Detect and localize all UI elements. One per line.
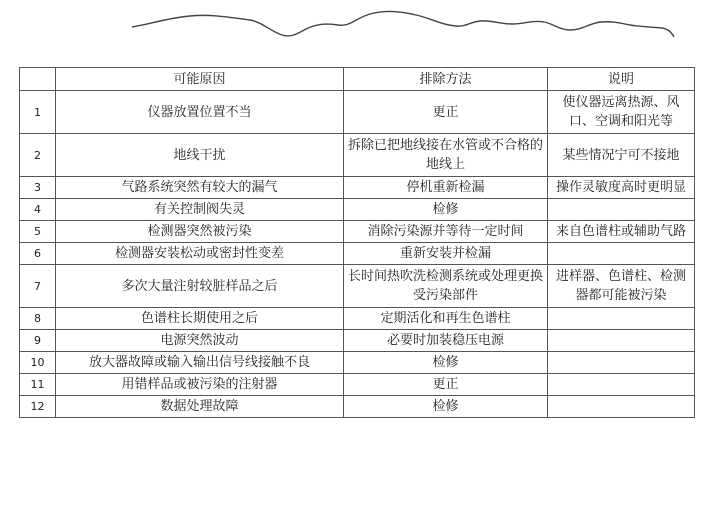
row-fix: 检修 [344,199,548,221]
row-note: 来自色谱柱或辅助气路 [548,221,695,243]
row-fix: 检修 [344,352,548,374]
row-number: 12 [20,396,56,418]
row-number: 6 [20,243,56,265]
row-note [548,352,695,374]
row-fix: 更正 [344,91,548,134]
row-number: 5 [20,221,56,243]
row-fix: 长时间热吹洗检测系统或处理更换受污染部件 [344,265,548,308]
table-row [20,177,695,199]
table-row [20,396,695,418]
row-cause: 仪器放置位置不当 [56,91,344,134]
row-cause: 放大器故障或输入输出信号线接触不良 [56,352,344,374]
row-cause: 用错样品或被污染的注射器 [56,374,344,396]
row-cause: 多次大量注射较脏样品之后 [56,265,344,308]
torn-paper-edge [0,0,713,50]
row-number: 10 [20,352,56,374]
header-fix: 排除方法 [344,68,548,91]
row-number: 3 [20,177,56,199]
row-cause: 数据处理故障 [56,396,344,418]
row-note [548,243,695,265]
row-fix: 消除污染源并等待一定时间 [344,221,548,243]
row-number: 2 [20,134,56,177]
row-cause: 检测器突然被污染 [56,221,344,243]
row-number: 1 [20,91,56,134]
row-cause: 电源突然波动 [56,330,344,352]
row-fix: 必要时加装稳压电源 [344,330,548,352]
row-cause: 色谱柱长期使用之后 [56,308,344,330]
row-note: 进样器、色谱柱、检测器都可能被污染 [548,265,695,308]
row-fix: 更正 [344,374,548,396]
row-cause: 气路系统突然有较大的漏气 [56,177,344,199]
row-number: 9 [20,330,56,352]
row-note [548,396,695,418]
header-note: 说明 [548,68,695,91]
row-note [548,308,695,330]
table-row [20,243,695,265]
table-row [20,374,695,396]
table-row [20,199,695,221]
table-row [20,221,695,243]
row-fix: 检修 [344,396,548,418]
table-header-row [20,68,695,91]
table-row [20,352,695,374]
table-row [20,265,695,308]
row-number: 4 [20,199,56,221]
row-number: 11 [20,374,56,396]
row-fix: 停机重新检漏 [344,177,548,199]
header-index [20,68,56,91]
row-fix: 重新安装并检漏 [344,243,548,265]
row-fix: 拆除已把地线接在水管或不合格的地线上 [344,134,548,177]
row-note [548,199,695,221]
row-note [548,330,695,352]
row-cause: 检测器安装松动或密封性变差 [56,243,344,265]
table-row [20,308,695,330]
row-number: 7 [20,265,56,308]
table-row [20,330,695,352]
header-cause: 可能原因 [56,68,344,91]
row-note: 使仪器远离热源、风口、空调和阳光等 [548,91,695,134]
fault-table [19,67,695,418]
table-row [20,91,695,134]
row-cause: 地线干扰 [56,134,344,177]
row-note: 某些情况宁可不接地 [548,134,695,177]
row-fix: 定期活化和再生色谱柱 [344,308,548,330]
row-note [548,374,695,396]
row-cause: 有关控制阀失灵 [56,199,344,221]
row-number: 8 [20,308,56,330]
table-row [20,134,695,177]
row-note: 操作灵敏度高时更明显 [548,177,695,199]
